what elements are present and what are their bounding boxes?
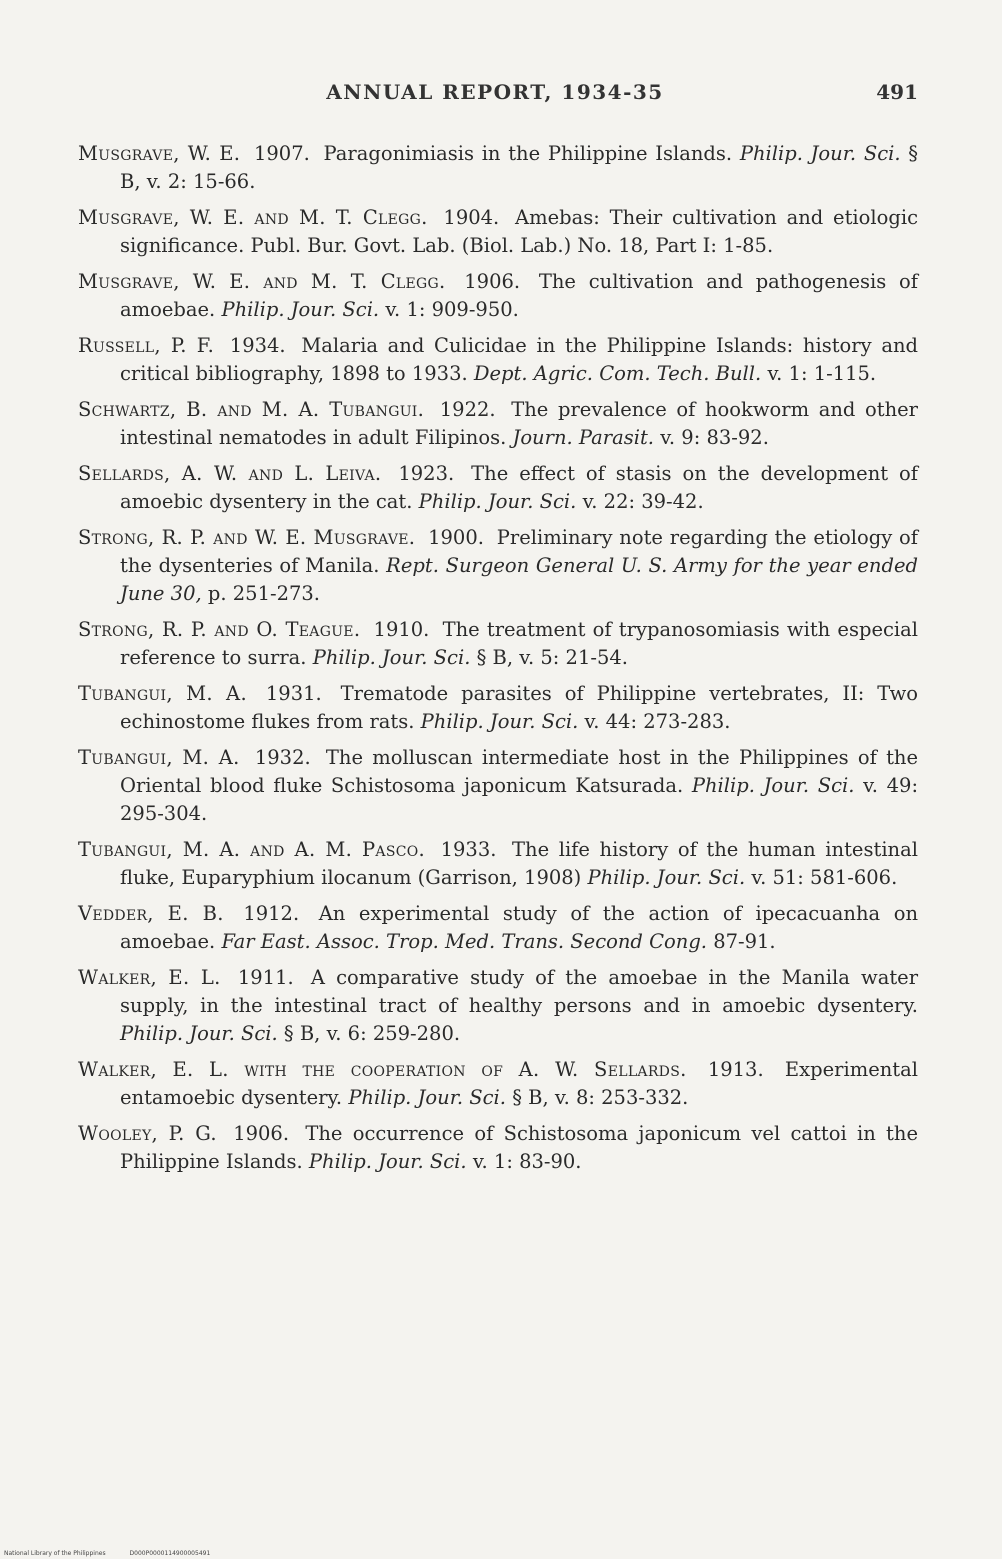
entry-year: 1906. xyxy=(233,1122,290,1145)
page-header xyxy=(0,80,1002,110)
entry-year: 1934. xyxy=(229,334,286,357)
entry-journal: Philip. Jour. Sci. xyxy=(308,1150,467,1173)
entry-citation: v. 44: 273-283. xyxy=(584,710,731,733)
bibliography-entry xyxy=(78,744,918,828)
entry-year: 1932. xyxy=(254,746,311,769)
entry-citation: v. 1: 1-115. xyxy=(767,362,877,385)
entry-journal: Dept. Agric. Com. Tech. Bull. xyxy=(473,362,762,385)
entry-year: 1910. xyxy=(373,618,430,641)
entry-journal: Philip. Jour. Sci. xyxy=(120,1022,278,1045)
bibliography-list xyxy=(78,140,918,1184)
entry-author: Musgrave, W. E. and M. T. Clegg. xyxy=(78,270,446,293)
entry-journal: Rept. Surgeon General U. S. Army for the year ended June 30, xyxy=(120,554,918,605)
entry-author: Walker, E. L. xyxy=(78,966,221,989)
bibliography-entry xyxy=(78,332,918,388)
entry-journal: Philip. Jour. Sci. xyxy=(221,298,380,321)
entry-author: Walker, E. L. with the cooperation of A. W. Sellards. xyxy=(78,1058,687,1081)
bibliography-entry xyxy=(78,900,918,956)
entry-title: The molluscan intermediate host in the Philippines of the Oriental blood fluke Schistosoma japonicum Katsurada. xyxy=(120,746,919,797)
entry-citation: § B, v. 5: 21-54. xyxy=(476,646,628,669)
entry-citation: § B, v. 6: 259-280. xyxy=(283,1022,461,1045)
entry-year: 1911. xyxy=(237,966,294,989)
entry-journal: Journ. Parasit. xyxy=(512,426,654,449)
bibliography-entry xyxy=(78,140,918,196)
page-number: 491 xyxy=(876,80,918,104)
entry-year: 1922. xyxy=(439,398,496,421)
entry-journal: Philip. Jour. Sci. xyxy=(420,710,579,733)
entry-author: Musgrave, W. E. xyxy=(78,142,241,165)
entry-title: Preliminary note regarding the etiology of the dysenteries of Manila. xyxy=(120,526,919,577)
entry-journal: Philip. Jour. Sci. xyxy=(418,490,577,513)
entry-title: A comparative study of the amoebae in the Manila water supply, in the intestinal tract of healthy persons and in amoebic dysentery. xyxy=(120,966,919,1017)
entry-year: 1907. xyxy=(253,142,310,165)
bibliography-entry xyxy=(78,1056,918,1112)
entry-title: The cultivation and pathogenesis of amoebae. xyxy=(120,270,919,321)
entry-title: Amebas: Their cultivation and etiologic significance. Publ. Bur. Govt. Lab. (Biol. Lab.) No. 18, Part I: 1-85. xyxy=(120,206,919,257)
scan-id: D000P0000114900005491 xyxy=(129,1550,211,1557)
entry-journal: Philip. Jour. Sci. xyxy=(691,774,855,797)
running-head: ANNUAL REPORT, 1934-35 xyxy=(326,80,664,104)
entry-author: Russell, P. F. xyxy=(78,334,215,357)
library-credit: National Library of the Philippines xyxy=(4,1550,106,1557)
entry-author: Tubangui, M. A. xyxy=(78,746,240,769)
bibliography-entry xyxy=(78,964,918,1048)
entry-title: The effect of stasis on the development of amoebic dysentery in the cat. xyxy=(120,462,919,513)
entry-citation: v. 22: 39-42. xyxy=(582,490,704,513)
bibliography-entry xyxy=(78,616,918,672)
entry-year: 1912. xyxy=(243,902,300,925)
entry-citation: v. 49: 295-304. xyxy=(120,774,919,825)
entry-year: 1900. xyxy=(428,526,484,549)
entry-citation: § B, v. 8: 253-332. xyxy=(512,1086,689,1109)
entry-title: The life history of the human intestinal fluke, Euparyphium ilocanum (Garrison, 1908) xyxy=(120,838,918,889)
entry-title: Trematode parasites of Philippine vertebrates, II: Two echinostome flukes from rats. xyxy=(120,682,919,733)
bibliography-entry xyxy=(78,396,918,452)
entry-citation: v. 1: 909-950. xyxy=(385,298,519,321)
entry-title: Paragonimiasis in the Philippine Islands. xyxy=(323,142,733,165)
entry-title: The prevalence of hookworm and other intestinal nematodes in adult Filipinos. xyxy=(120,398,918,449)
entry-year: 1904. xyxy=(443,206,500,229)
entry-year: 1931. xyxy=(265,682,322,705)
entry-author: Tubangui, M. A. xyxy=(78,682,247,705)
entry-year: 1906. xyxy=(464,270,521,293)
bibliography-entry xyxy=(78,836,918,892)
entry-citation: § B, v. 2: 15-66. xyxy=(120,142,919,193)
bibliography-entry xyxy=(78,204,918,260)
entry-journal: Far East. Assoc. Trop. Med. Trans. Second Cong. xyxy=(221,930,708,953)
entry-title: The occurrence of Schistosoma japonicum vel cattoi in the Philippine Islands. xyxy=(120,1122,918,1173)
entry-title: Experimental entamoebic dysentery. xyxy=(120,1058,918,1109)
entry-journal: Philip. Jour. Sci. xyxy=(587,866,746,889)
entry-journal: Philip. Jour. Sci. xyxy=(739,142,901,165)
scan-footer xyxy=(4,1550,232,1557)
entry-author: Strong, R. P. and O. Teague. xyxy=(78,618,361,641)
entry-author: Sellards, A. W. and L. Leiva. xyxy=(78,462,382,485)
entry-author: Musgrave, W. E. and M. T. Clegg. xyxy=(78,206,428,229)
entry-citation: v. 1: 83-90. xyxy=(472,1150,582,1173)
entry-year: 1923. xyxy=(398,462,455,485)
entry-title: An experimental study of the action of ipecacuanha on amoebae. xyxy=(120,902,918,953)
entry-author: Wooley, P. G. xyxy=(78,1122,217,1145)
entry-author: Vedder, E. B. xyxy=(78,902,224,925)
bibliography-entry xyxy=(78,1120,918,1176)
entry-year: 1933. xyxy=(440,838,497,861)
bibliography-entry xyxy=(78,680,918,736)
entry-citation: v. 9: 83-92. xyxy=(660,426,769,449)
entry-journal: Philip. Jour. Sci. xyxy=(348,1086,506,1109)
entry-author: Tubangui, M. A. and A. M. Pasco. xyxy=(78,838,425,861)
entry-author: Schwartz, B. and M. A. Tubangui. xyxy=(78,398,425,421)
entry-citation: v. 51: 581-606. xyxy=(751,866,898,889)
bibliography-entry xyxy=(78,524,918,608)
entry-title: The treatment of trypanosomiasis with especial reference to surra. xyxy=(120,618,919,669)
bibliography-entry xyxy=(78,460,918,516)
bibliography-entry xyxy=(78,268,918,324)
entry-citation: 87-91. xyxy=(713,930,776,953)
entry-author: Strong, R. P. and W. E. Musgrave. xyxy=(78,526,416,549)
entry-journal: Philip. Jour. Sci. xyxy=(312,646,471,669)
entry-title: Malaria and Culicidae in the Philippine Islands: history and critical bibliography, 1898 to 1933. xyxy=(120,334,918,385)
entry-citation: p. 251-273. xyxy=(207,582,320,605)
entry-year: 1913. xyxy=(707,1058,764,1081)
